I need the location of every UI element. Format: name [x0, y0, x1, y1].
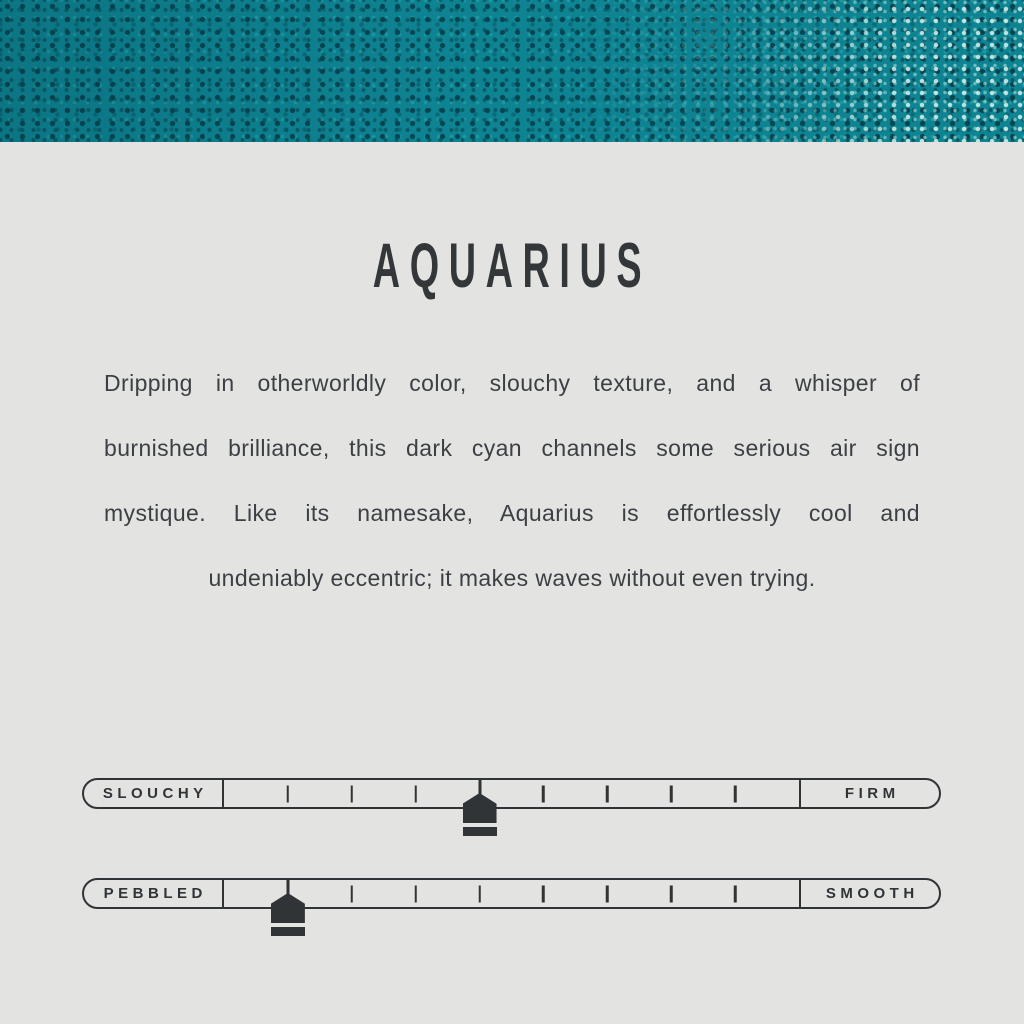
scale-tick — [351, 785, 354, 802]
marker-stem — [478, 778, 481, 795]
scale-label-firm: FIRM — [799, 780, 939, 807]
scale-track-pebbled-smooth — [224, 880, 799, 907]
scale-tick — [670, 785, 673, 802]
description-line-1: Dripping in otherworldly color, slouchy texture, and a whisper of — [104, 370, 920, 396]
marker-bar — [271, 927, 305, 936]
scale-label-slouchy: SLOUCHY — [84, 780, 224, 807]
description-line-4: undeniably eccentric; it makes waves without even trying. — [208, 565, 816, 591]
scale-label-pebbled: PEBBLED — [84, 880, 224, 907]
scale-tick — [670, 885, 673, 902]
scale-track-slouchy-firm — [224, 780, 799, 807]
marker-bar — [463, 827, 497, 836]
scale-tick — [542, 785, 545, 802]
leather-swatch-image — [0, 0, 1024, 142]
scale-tick — [606, 885, 609, 902]
scale-tick — [287, 785, 290, 802]
scale-tick — [734, 885, 737, 902]
texture-scale-pebbled-smooth — [82, 878, 941, 909]
color-name-title: AQUARIUS — [372, 231, 652, 301]
leather-texture-highlight — [563, 0, 1024, 142]
scale-tick — [606, 785, 609, 802]
scale-tick — [351, 885, 354, 902]
scale-tick — [478, 885, 481, 902]
scale-tick — [734, 785, 737, 802]
scale-tick — [414, 785, 417, 802]
description-line-3: mystique. Like its namesake, Aquarius is effortlessly cool and — [104, 500, 920, 526]
marker-stem — [286, 878, 289, 895]
texture-scale-slouchy-firm — [82, 778, 941, 809]
scale-tick — [414, 885, 417, 902]
scale-tick — [542, 885, 545, 902]
scale-label-smooth: SMOOTH — [799, 880, 939, 907]
description-line-2: burnished brilliance, this dark cyan channels some serious air sign — [104, 435, 920, 461]
marker-nib — [271, 893, 305, 923]
color-description — [104, 351, 920, 611]
marker-nib — [463, 793, 497, 823]
